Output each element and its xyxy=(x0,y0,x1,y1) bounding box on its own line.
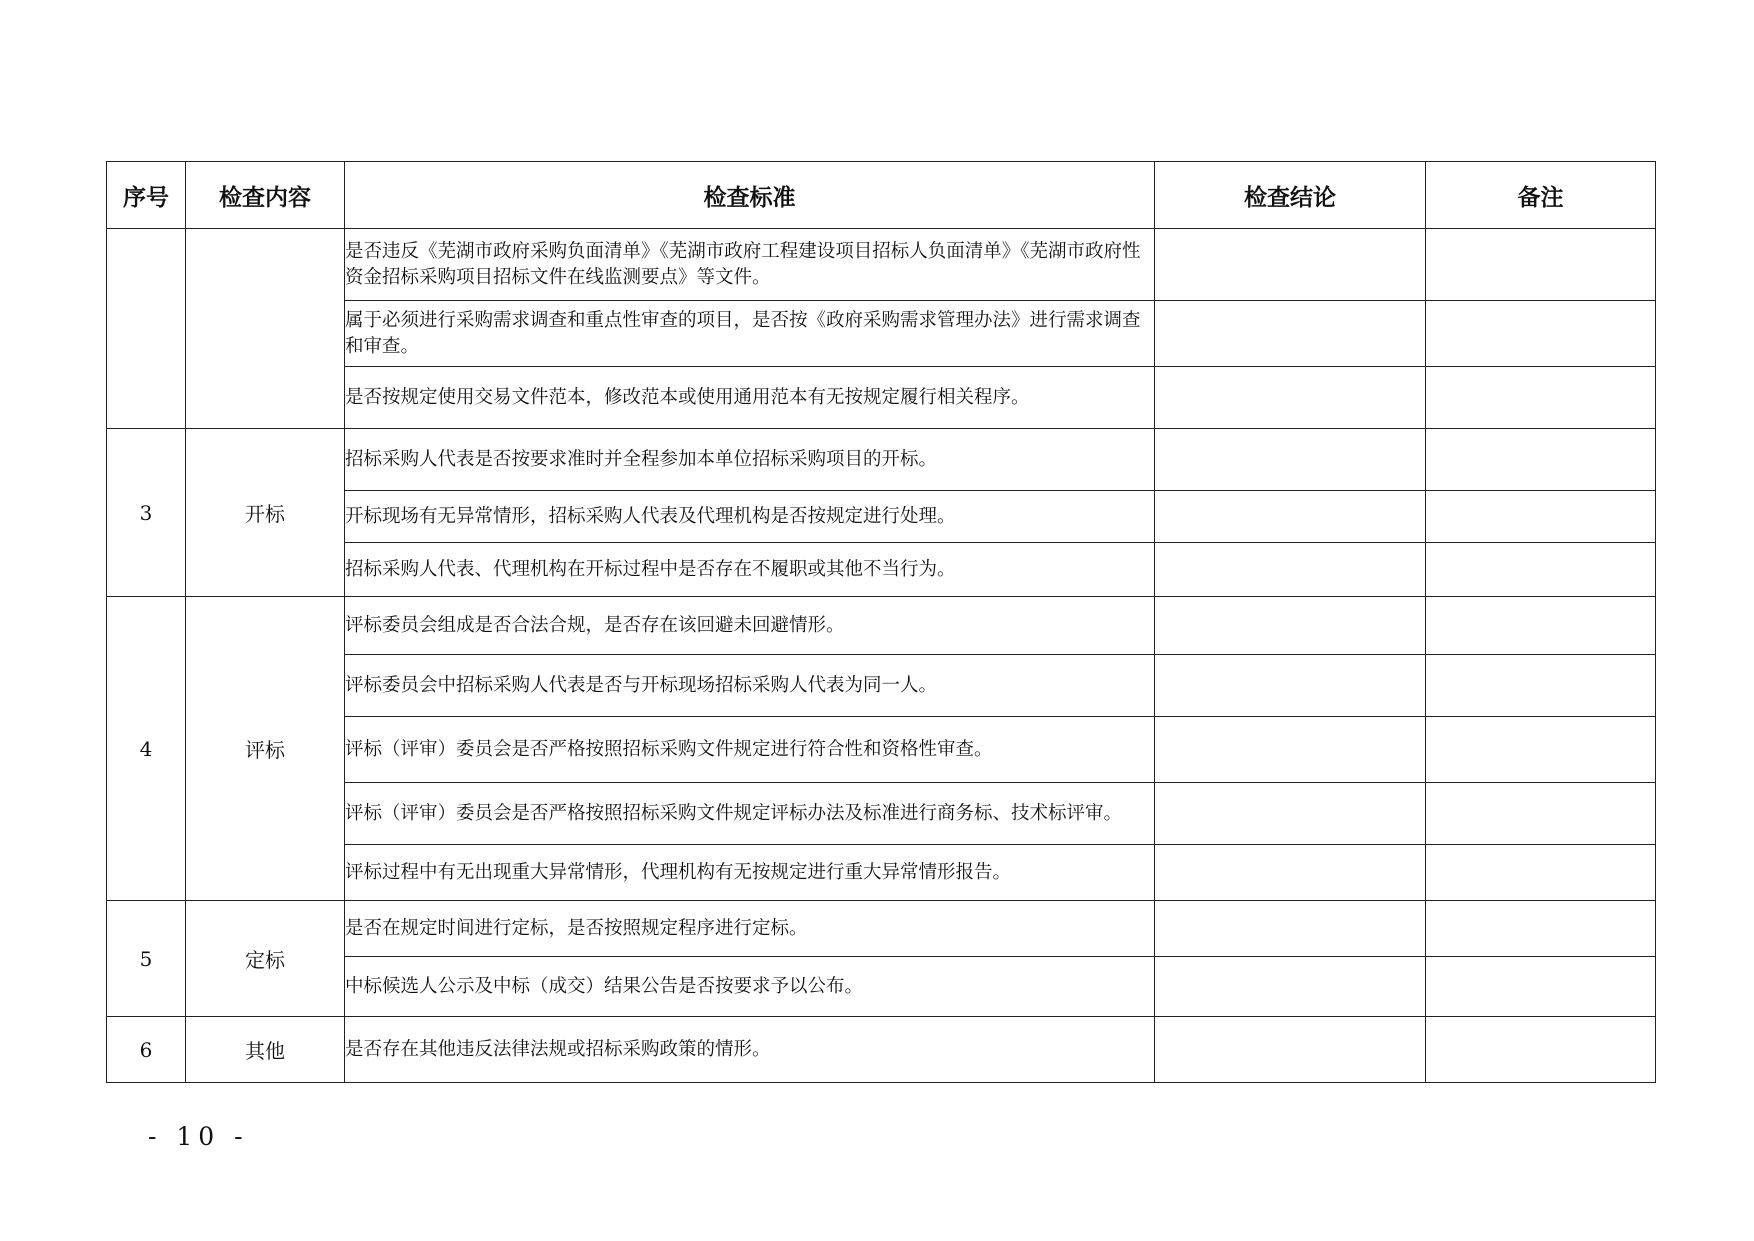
standard-cell: 是否在规定时间进行定标，是否按照规定程序进行定标。 xyxy=(345,901,1155,957)
table-row xyxy=(107,1017,1656,1083)
standard-cell: 是否违反《芜湖市政府采购负面清单》《芜湖市政府工程建设项目招标人负面清单》《芜湖市政府性资金招标采购项目招标文件在线监测要点》等文件。 xyxy=(345,229,1155,301)
standard-cell: 评标（评审）委员会是否严格按照招标采购文件规定评标办法及标准进行商务标、技术标评审。 xyxy=(345,783,1155,845)
remarks-cell[interactable] xyxy=(1426,543,1656,597)
standard-cell: 评标过程中有无出现重大异常情形，代理机构有无按规定进行重大异常情形报告。 xyxy=(345,845,1155,901)
header-conclusion: 检查结论 xyxy=(1155,162,1426,229)
standard-cell: 开标现场有无异常情形，招标采购人代表及代理机构是否按规定进行处理。 xyxy=(345,491,1155,543)
content-cell: 定标 xyxy=(186,901,345,1017)
inspection-table xyxy=(106,161,1656,1083)
remarks-cell[interactable] xyxy=(1426,845,1656,901)
conclusion-cell[interactable] xyxy=(1155,655,1426,717)
remarks-cell[interactable] xyxy=(1426,367,1656,429)
remarks-cell[interactable] xyxy=(1426,783,1656,845)
conclusion-cell[interactable] xyxy=(1155,717,1426,783)
table-row xyxy=(107,901,1656,957)
conclusion-cell[interactable] xyxy=(1155,301,1426,367)
standard-cell: 评标委员会中招标采购人代表是否与开标现场招标采购人代表为同一人。 xyxy=(345,655,1155,717)
table-row xyxy=(107,429,1656,491)
remarks-cell[interactable] xyxy=(1426,1017,1656,1083)
content-cell xyxy=(186,229,345,429)
remarks-cell[interactable] xyxy=(1426,655,1656,717)
standard-cell: 是否按规定使用交易文件范本，修改范本或使用通用范本有无按规定履行相关程序。 xyxy=(345,367,1155,429)
conclusion-cell[interactable] xyxy=(1155,543,1426,597)
remarks-cell[interactable] xyxy=(1426,957,1656,1017)
conclusion-cell[interactable] xyxy=(1155,957,1426,1017)
conclusion-cell[interactable] xyxy=(1155,597,1426,655)
remarks-cell[interactable] xyxy=(1426,429,1656,491)
content-cell: 其他 xyxy=(186,1017,345,1083)
conclusion-cell[interactable] xyxy=(1155,229,1426,301)
standard-cell: 是否存在其他违反法律法规或招标采购政策的情形。 xyxy=(345,1017,1155,1083)
remarks-cell[interactable] xyxy=(1426,301,1656,367)
standard-cell: 评标（评审）委员会是否严格按照招标采购文件规定进行符合性和资格性审查。 xyxy=(345,717,1155,783)
table-row xyxy=(107,229,1656,301)
conclusion-cell[interactable] xyxy=(1155,845,1426,901)
header-content: 检查内容 xyxy=(186,162,345,229)
table-row xyxy=(107,597,1656,655)
conclusion-cell[interactable] xyxy=(1155,1017,1426,1083)
standard-cell: 中标候选人公示及中标（成交）结果公告是否按要求予以公布。 xyxy=(345,957,1155,1017)
standard-cell: 属于必须进行采购需求调查和重点性审查的项目，是否按《政府采购需求管理办法》进行需求调查和审查。 xyxy=(345,301,1155,367)
conclusion-cell[interactable] xyxy=(1155,429,1426,491)
page-number: - 10 - xyxy=(148,1122,249,1151)
seq-cell: 6 xyxy=(107,1017,186,1083)
remarks-cell[interactable] xyxy=(1426,597,1656,655)
content-cell: 评标 xyxy=(186,597,345,901)
header-seq: 序号 xyxy=(107,162,186,229)
standard-cell: 评标委员会组成是否合法合规，是否存在该回避未回避情形。 xyxy=(345,597,1155,655)
header-standard: 检查标准 xyxy=(345,162,1155,229)
conclusion-cell[interactable] xyxy=(1155,901,1426,957)
seq-cell xyxy=(107,229,186,429)
conclusion-cell[interactable] xyxy=(1155,367,1426,429)
remarks-cell[interactable] xyxy=(1426,717,1656,783)
remarks-cell[interactable] xyxy=(1426,491,1656,543)
header-remarks: 备注 xyxy=(1426,162,1656,229)
table-header-row xyxy=(107,162,1656,229)
seq-cell: 5 xyxy=(107,901,186,1017)
standard-cell: 招标采购人代表、代理机构在开标过程中是否存在不履职或其他不当行为。 xyxy=(345,543,1155,597)
remarks-cell[interactable] xyxy=(1426,901,1656,957)
conclusion-cell[interactable] xyxy=(1155,491,1426,543)
conclusion-cell[interactable] xyxy=(1155,783,1426,845)
standard-cell: 招标采购人代表是否按要求准时并全程参加本单位招标采购项目的开标。 xyxy=(345,429,1155,491)
content-cell: 开标 xyxy=(186,429,345,597)
seq-cell: 4 xyxy=(107,597,186,901)
remarks-cell[interactable] xyxy=(1426,229,1656,301)
seq-cell: 3 xyxy=(107,429,186,597)
